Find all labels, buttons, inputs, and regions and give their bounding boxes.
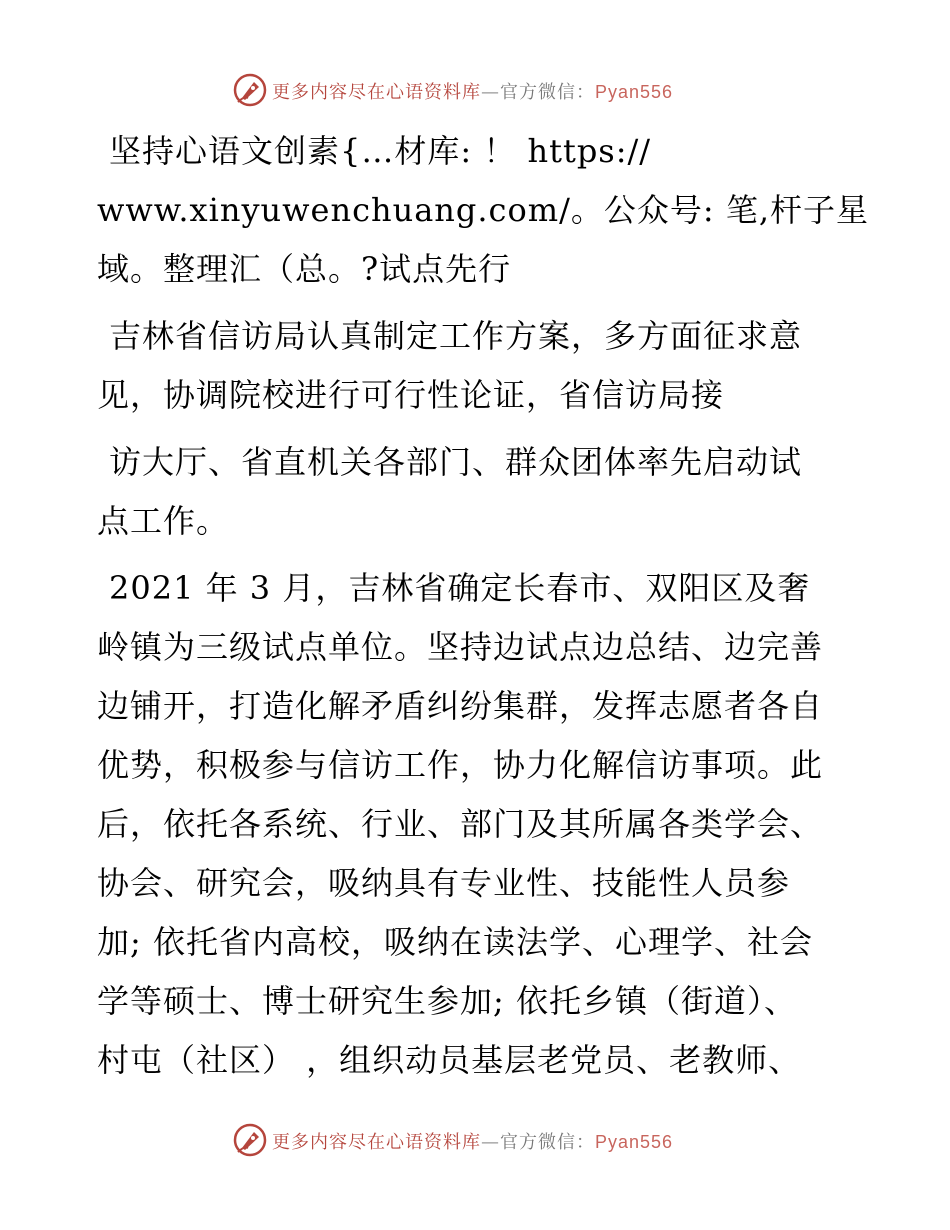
- text-line: 2021 年 3 月，吉林省确定长春市、双阳区及奢: [109, 569, 811, 607]
- document-body: [97, 122, 869, 1090]
- text-line: 域。整理汇（总。?试点先行: [97, 250, 512, 288]
- paragraph-4: [97, 559, 857, 1090]
- paragraph-2: [97, 307, 857, 425]
- text-line: 见，协调院校进行可行性论证，省信访局接: [97, 376, 725, 414]
- banner-wechat-id: Pyan556: [595, 82, 674, 102]
- text-line: 村屯（社区） ，组织动员基层老党员、老教师、: [97, 1041, 802, 1079]
- banner-official-label: 官方微信：: [500, 1132, 595, 1153]
- banner-dash: —: [481, 1132, 500, 1153]
- text-line: 岭镇为三级试点单位。坚持边试点边总结、边完善: [97, 628, 824, 666]
- text-line: 访大厅、省直机关各部门、群众团体率先启动试: [109, 443, 803, 481]
- header-banner: [0, 70, 950, 110]
- footer-banner: [0, 1120, 950, 1160]
- text-line: 边铺开，打造化解矛盾纠纷集群，发挥志愿者各自: [97, 687, 824, 725]
- text-line: 学等硕士、博士研究生参加; 依托乡镇（街道）、: [97, 982, 797, 1020]
- text-line: 优势，积极参与信访工作，协力化解信访事项。此: [97, 746, 824, 784]
- banner-main-text: 更多内容尽在心语资料库: [272, 82, 481, 103]
- banner-text: [272, 78, 673, 104]
- text-line: 点工作。: [97, 502, 230, 540]
- text-line: 加; 依托省内高校，吸纳在读法学、心理学、社会: [97, 923, 813, 961]
- text-line: 后，依托各系统、行业、部门及其所属各类学会、: [97, 805, 824, 843]
- banner-dash: —: [481, 82, 500, 103]
- banner-wechat-id: Pyan556: [595, 1132, 674, 1152]
- text-line: 协会、研究会，吸纳具有专业性、技能性人员参: [97, 864, 791, 902]
- text-line: www.xinyuwenchuang.com/。公众号: 笔,杆子星: [97, 191, 869, 229]
- banner-main-text: 更多内容尽在心语资料库: [272, 1132, 481, 1153]
- text-line: 吉林省信访局认真制定工作方案，多方面征求意: [109, 317, 803, 355]
- banner-text: [272, 1128, 673, 1154]
- text-line: 坚持心语文创素{…材库: ！ https://: [109, 132, 652, 170]
- pen-nib-logo-icon: [232, 72, 268, 108]
- pen-nib-logo-icon: [232, 1122, 268, 1158]
- paragraph-3: [97, 433, 857, 551]
- banner-official-label: 官方微信：: [500, 82, 595, 103]
- paragraph-1: [97, 122, 869, 299]
